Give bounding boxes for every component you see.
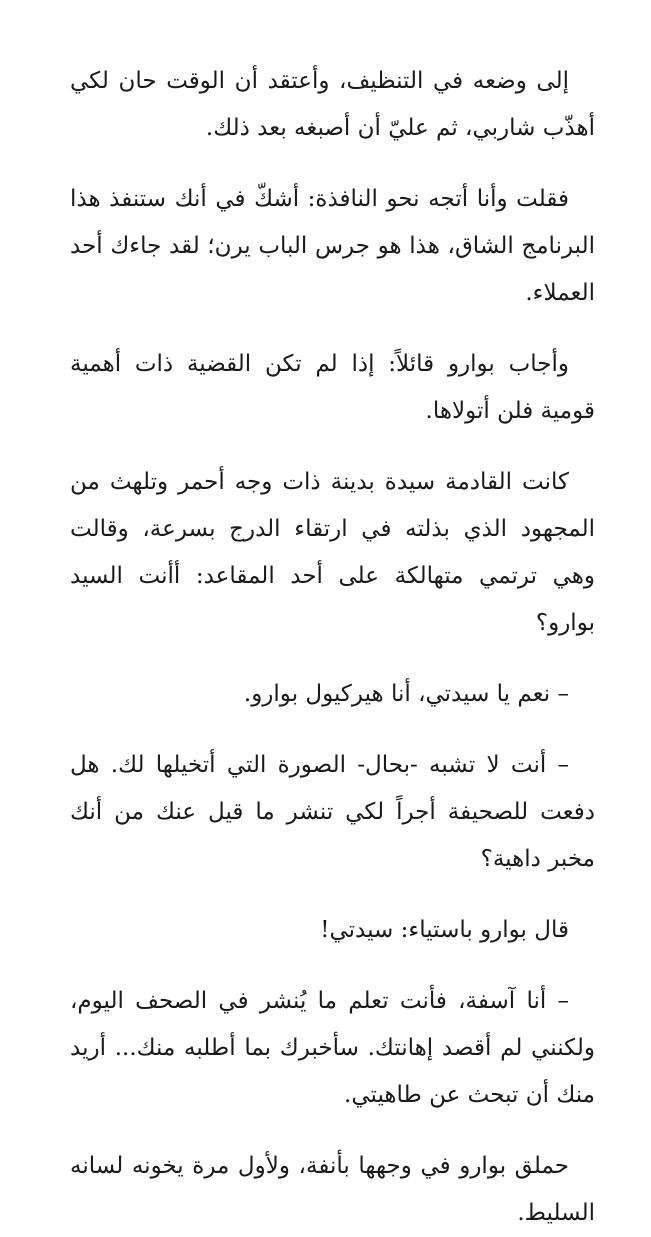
paragraph-9: حملق بوارو في وجهها بأنفة، ولأول مرة يخونه لسانه السليط. <box>70 1153 595 1226</box>
paragraph-7: قال بوارو باستياء: سيدتي! <box>320 917 569 943</box>
paragraph-4: كانت القادمة سيدة بدينة ذات وجه أحمر وتلهث من المجهود الذي بذلته في ارتقاء الدرج بسرعة، وقالت وهي ترتمي متهالكة على أحد المقاعد: أأنت السيد بوارو؟ <box>70 469 595 636</box>
paragraph-8: – أنا آسفة، فأنت تعلم ما يُنشر في الصحف اليوم، ولكنني لم أقصد إهانتك. سأخبرك بما أطلبه منك... أريد منك أن تبحث عن طاهيتي. <box>70 988 595 1108</box>
paragraph-5: – نعم يا سيدتي، أنا هيركيول بوارو. <box>243 681 569 707</box>
paragraph-6: – أنت لا تشبه -بحال- الصورة التي أتخيلها لك. هل دفعت للصحيفة أجراً لكي تنشر ما قيل عنك من أنك مخبر داهية؟ <box>70 752 595 872</box>
paragraph-1: إلى وضعه في التنظيف، وأعتقد أن الوقت حان لكي أهذّب شاربي، ثم عليّ أن أصبغه بعد ذلك. <box>70 68 595 141</box>
paragraph-2: فقلت وأنا أتجه نحو النافذة: أشكّ في أنك ستنفذ هذا البرنامج الشاق، هذا هو جرس الباب يرن؛ لقد جاءك أحد العملاء. <box>70 186 595 306</box>
paragraph-3: وأجاب بوارو قائلاً: إذا لم تكن القضية ذات أهمية قومية فلن أتولاها. <box>70 351 595 424</box>
